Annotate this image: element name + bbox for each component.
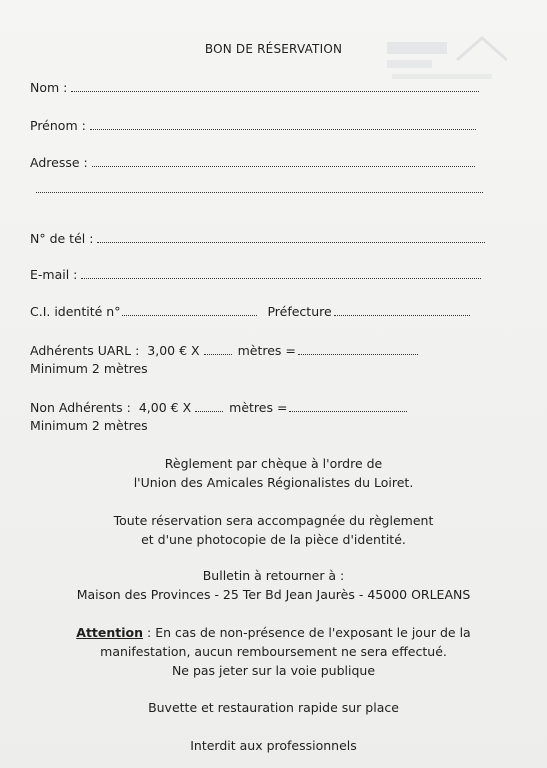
reservation-block [0,511,547,549]
prenom-line[interactable] [90,119,476,130]
email-label: E-mail : [30,267,78,282]
attention-text-1: : En cas de non-présence de l'exposant le jour de la [143,625,471,640]
adherents-unit: mètres = [237,343,296,358]
prefecture-line[interactable] [334,305,470,316]
adherents-label: Adhérents UARL : [30,343,140,358]
attention-block [0,623,547,680]
adresse-line-1[interactable] [92,156,475,167]
interdit-text: Interdit aux professionnels [190,738,357,753]
adherents-price: 3,00 € X [147,343,200,358]
adherents-total-line[interactable] [298,344,418,355]
adherents-field[interactable] [30,343,418,358]
attention-line-3: Ne pas jeter sur la voie publique [171,663,376,678]
email-line[interactable] [81,268,481,279]
nom-field[interactable] [30,80,479,95]
adherents-meters-line[interactable] [204,344,232,355]
tel-line[interactable] [97,232,485,243]
attention-line-1 [0,623,547,642]
attention-label: Attention [76,625,144,640]
tel-field[interactable] [30,231,485,246]
reglement-block [0,454,547,492]
ci-label: C.I. identité n° [30,304,121,319]
bulletin-line-1: Bulletin à retourner à : [202,568,345,583]
bulletin-address: Maison des Provinces - 25 Ter Bd Jean Jaurès - 45000 ORLEANS [76,587,471,602]
non-adherents-price: 4,00 € X [138,400,192,415]
non-adherents-field[interactable] [30,400,407,415]
prenom-label: Prénom : [30,118,86,133]
adresse-line-2[interactable] [36,192,483,193]
bulletin-block [0,566,547,604]
adherents-minimum: Minimum 2 mètres [30,361,148,376]
non-adherents-total-line[interactable] [289,401,407,412]
reservation-line-1: Toute réservation sera accompagnée du règlement [113,513,434,528]
show-through-logo-icon [387,30,507,85]
adresse-label: Adresse : [30,155,88,170]
non-adherents-label: Non Adhérents : [30,400,131,415]
reservation-line-2: et d'une photocopie de la pièce d'identité. [141,532,406,547]
attention-line-2: manifestation, aucun remboursement ne sera effectué. [100,644,447,659]
reglement-line-2: l'Union des Amicales Régionalistes du Loiret. [133,475,414,490]
reglement-line-1: Règlement par chèque à l'ordre de [164,456,383,471]
form-title: BON DE RÉSERVATION [204,42,343,56]
adresse-field[interactable] [30,155,475,170]
nom-label: Nom : [30,80,68,95]
tel-label: N° de tél : [30,231,94,246]
non-adherents-meters-line[interactable] [195,401,223,412]
prenom-field[interactable] [30,118,476,133]
non-adherents-unit: mètres = [229,400,288,415]
nom-line[interactable] [71,81,479,92]
ci-field[interactable] [30,304,470,319]
prefecture-label: Préfecture [267,304,332,319]
buvette-text: Buvette et restauration rapide sur place [148,700,399,715]
email-field[interactable] [30,267,481,282]
ci-line[interactable] [122,305,257,316]
non-adherents-minimum: Minimum 2 mètres [30,418,148,433]
